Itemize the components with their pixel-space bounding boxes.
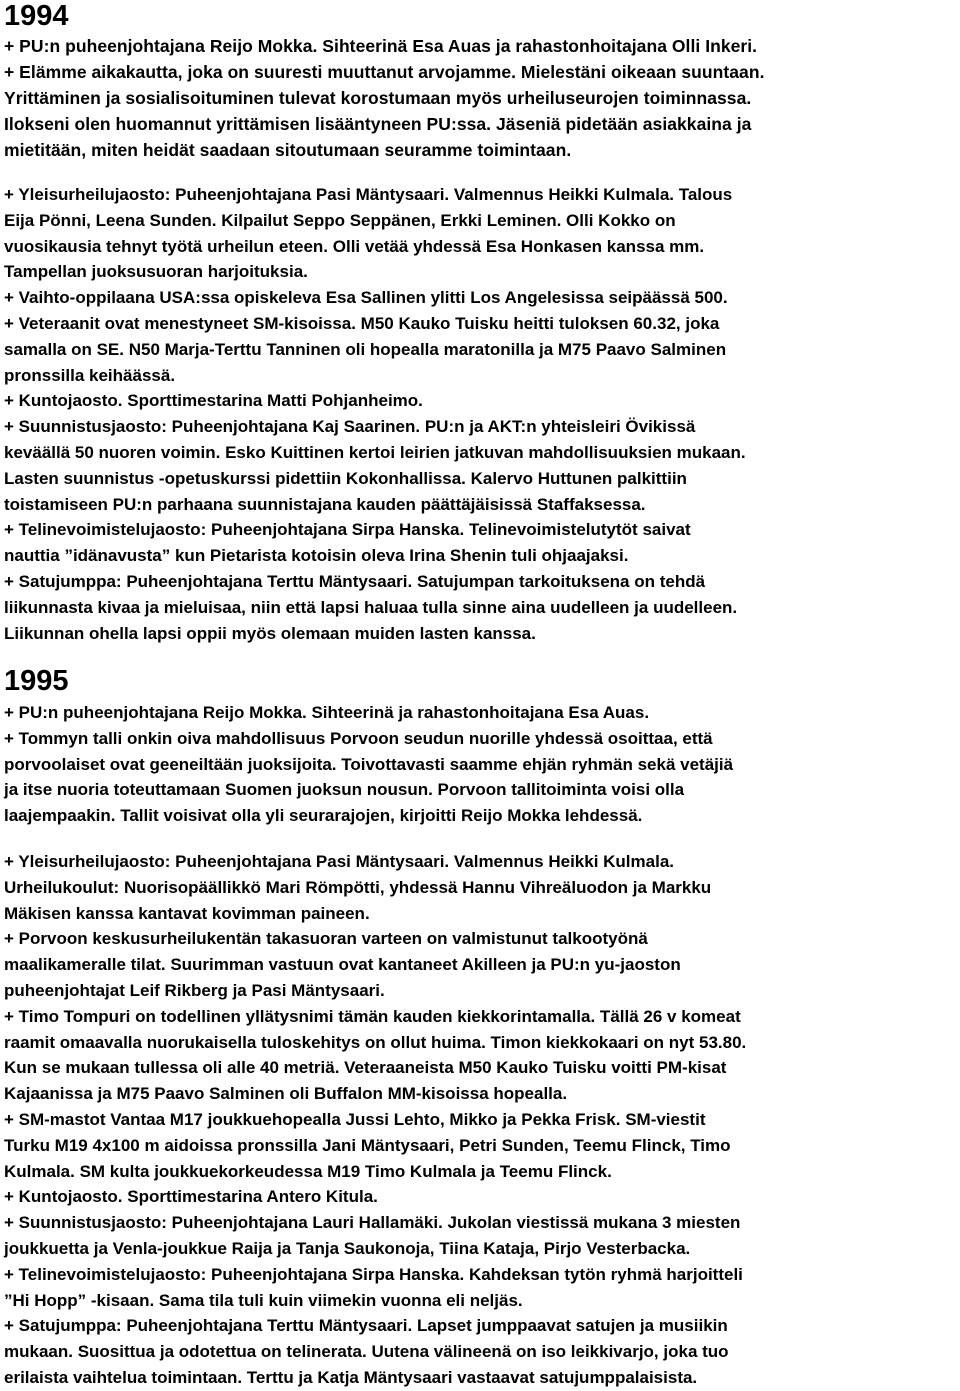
text-line: + Suunnistusjaosto: Puheenjohtajana Lauri Hallamäki. Jukolan viestissä mukana 3 miesten: [4, 1213, 741, 1233]
text-line: pronssilla keihäässä.: [4, 365, 176, 385]
text-line: + Timo Tompuri on todellinen yllätysnimi tämän kauden kiekkorintamalla. Tällä 26 v komeat: [4, 1006, 741, 1026]
text-line: + Satujumppa: Puheenjohtajana Terttu Mäntysaari. Lapset jumppaavat satujen ja musiikin: [4, 1316, 728, 1336]
text-line: + SM-mastot Vantaa M17 joukkuehopealla Jussi Lehto, Mikko ja Pekka Frisk. SM-viestit: [4, 1109, 706, 1129]
text-line: raamit omaavalla nuorukaisella tuloskehitys on ollut huima. Timon kiekkokaari on nyt 53.80.: [4, 1032, 747, 1052]
year-heading-1994: 1994: [4, 0, 69, 32]
text-line: + Yleisurheilujaosto: Puheenjohtajana Pasi Mäntysaari. Valmennus Heikki Kulmala. Talous: [4, 185, 733, 204]
text-line: + Veteraanit ovat menestyneet SM-kisoissa. M50 Kauko Tuisku heitti tuloksen 60.32, joka: [4, 313, 720, 333]
paragraph: [4, 33, 960, 163]
text-line: + Telinevoimistelujaosto: Puheenjohtajana Sirpa Hanska. Kahdeksan tytön ryhmä harjoitteli: [4, 1264, 743, 1284]
text-line: maalikameralle tilat. Suurimman vastuun ovat kantaneet Akilleen ja PU:n yu-jaoston: [4, 955, 681, 975]
text-line: Kajaanissa ja M75 Paavo Salminen oli Buffalon MM-kisoissa hopealla.: [4, 1084, 568, 1104]
text-line: mietitään, miten heidät saadaan sitoutumaan seuramme toimintaan.: [4, 140, 572, 161]
text-line: Kulmala. SM kulta joukkuekorkeudessa M19 Timo Kulmala ja Teemu Flinck.: [4, 1161, 612, 1181]
text-line: Kun se mukaan tullessa oli alle 40 metriä. Veteraaneista M50 Kauko Tuisku voitti PM-kisat: [4, 1058, 727, 1078]
text-line: joukkuetta ja Venla-joukkue Raija ja Tanja Saukonoja, Tiina Kataja, Pirjo Vesterbacka.: [4, 1238, 691, 1258]
text-line: Urheilukoulut: Nuorisopäällikkö Mari Römpötti, yhdessä Hannu Vihreäluodon ja Markku: [4, 877, 712, 897]
text-line: + Tommyn talli onkin oiva mahdollisuus Porvoon seudun nuorille yhdessä osoittaa, että: [4, 728, 713, 748]
text-line: mukaan. Suosittua ja odotettua on telinerata. Uutena välineenä on iso leikkivarjo, joka tuo: [4, 1342, 729, 1362]
text-line: liikunnasta kivaa ja mieluisaa, niin että lapsi haluaa tulla sinne aina uudelleen ja uudelleen.: [4, 597, 738, 617]
text-line: + Kuntojaosto. Sporttimestarina Matti Pohjanheimo.: [4, 391, 423, 411]
text-line: + Yleisurheilujaosto: Puheenjohtajana Pasi Mäntysaari. Valmennus Heikki Kulmala.: [4, 852, 675, 871]
paragraph: [4, 182, 960, 646]
paragraph: [4, 849, 960, 1391]
text-line: samalla on SE. N50 Marja-Terttu Tanninen oli hopealla maratonilla ja M75 Paavo Salminen: [4, 339, 727, 359]
text-line: + Elämme aikakautta, joka on suuresti muuttanut arvojamme. Mielestäni oikeaan suuntaan.: [4, 62, 765, 83]
text-line: Yrittäminen ja sosialisoituminen tulevat korostumaan myös urheiluseurojen toiminnassa.: [4, 88, 752, 109]
text-line: vuosikausia tehnyt työtä urheilun eteen. Olli vetää yhdessä Esa Honkasen kanssa mm.: [4, 236, 705, 256]
text-line: erilaista vaihtelua toimintaan. Terttu ja Katja Mäntysaari vastaavat satujumppalaisista.: [4, 1367, 698, 1387]
text-line: + Telinevoimistelujaosto: Puheenjohtajana Sirpa Hanska. Telinevoimistelutytöt saivat: [4, 520, 691, 540]
text-line: Tampellan juoksusuoran harjoituksia.: [4, 262, 308, 282]
text-line: ja itse nuoria toteuttamaan Suomen juoksun nousun. Porvoon tallitoiminta voisi olla: [4, 780, 685, 800]
text-line: + Suunnistusjaosto: Puheenjohtajana Kaj Saarinen. PU:n ja AKT:n yhteisleiri Övikissä: [4, 417, 696, 437]
text-line: Liikunnan ohella lapsi oppii myös olemaan muiden lasten kanssa.: [4, 623, 536, 643]
text-line: porvoolaiset ovat geeneiltään juoksijoita. Toivottavasti saamme ehjän ryhmän sekä vetäjiä: [4, 754, 734, 774]
text-line: + Vaihto-oppilaana USA:ssa opiskeleva Esa Sallinen ylitti Los Angelesissa seipäässä 500.: [4, 288, 728, 308]
text-line: Ilokseni olen huomannut yrittämisen lisääntyneen PU:ssa. Jäseniä pidetään asiakkaina ja: [4, 114, 752, 135]
text-line: Mäkisen kanssa kantavat kovimman paineen.: [4, 903, 370, 923]
text-line: Lasten suunnistus -opetuskurssi pidettiin Kokonhallissa. Kalervo Huttunen palkittiin: [4, 468, 687, 488]
text-line: + Satujumppa: Puheenjohtajana Terttu Mäntysaari. Satujumpan tarkoituksena on tehdä: [4, 571, 706, 591]
text-line: toistamiseen PU:n parhaana suunnistajana kauden päättäjäisissä Staffaksessa.: [4, 494, 646, 514]
year-heading-1995: 1995: [4, 665, 69, 697]
text-line: laajempaakin. Tallit voisivat olla yli seurarajojen, kirjoitti Reijo Mokka lehdessä.: [4, 806, 643, 826]
text-line: + PU:n puheenjohtajana Reijo Mokka. Sihteerinä Esa Auas ja rahastonhoitajana Olli Inkeri.: [4, 36, 758, 56]
text-line: ”Hi Hopp” -kisaan. Sama tila tuli kuin viimekin vuonna eli neljäs.: [4, 1290, 523, 1310]
text-line: Eija Pönni, Leena Sunden. Kilpailut Seppo Seppänen, Erkki Leminen. Olli Kokko on: [4, 210, 676, 230]
text-line: + Kuntojaosto. Sporttimestarina Antero Kitula.: [4, 1187, 378, 1207]
text-line: keväällä 50 nuoren voimin. Esko Kuittinen kertoi leirien jatkuvan mahdollisuuksien mukaan.: [4, 442, 746, 462]
text-line: Turku M19 4x100 m aidoissa pronssilla Jani Mäntysaari, Petri Sunden, Teemu Flinck, Timo: [4, 1135, 731, 1155]
paragraph: [4, 700, 960, 829]
text-line: nauttia ”idänavusta” kun Pietarista kotoisin oleva Irina Shenin tuli ohjaajaksi.: [4, 546, 629, 566]
text-line: puheenjohtajat Leif Rikberg ja Pasi Mäntysaari.: [4, 980, 385, 1000]
text-line: + Porvoon keskusurheilukentän takasuoran varteen on valmistunut talkootyönä: [4, 929, 648, 949]
text-line: + PU:n puheenjohtajana Reijo Mokka. Sihteerinä ja rahastonhoitajana Esa Auas.: [4, 703, 650, 722]
